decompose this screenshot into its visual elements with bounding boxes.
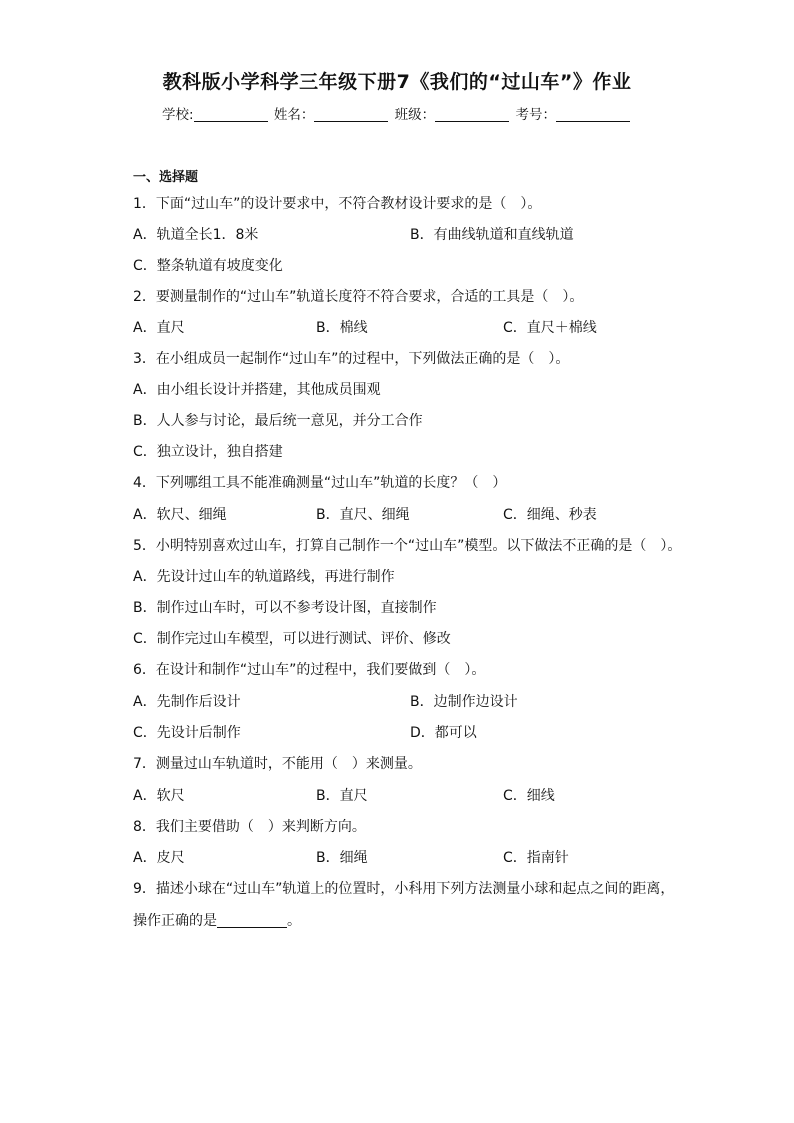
question-4-option-a[interactable]: A．软尺、细绳	[133, 507, 227, 523]
question-4-stem: 4．下列哪组工具不能准确测量“过山车”轨道的长度？（ ）	[133, 475, 507, 491]
class-blank[interactable]	[435, 107, 509, 122]
name-label: 姓名：	[273, 107, 315, 123]
school-blank[interactable]	[194, 107, 268, 122]
section-heading: 一、选择题	[133, 170, 199, 185]
question-8-option-c[interactable]: C．指南针	[503, 850, 569, 866]
number-label: 考号：	[515, 107, 556, 123]
question-3-option-b[interactable]: B．人人参与讨论，最后统一意见，并分工合作	[133, 413, 423, 429]
question-1-option-c[interactable]: C．整条轨道有坡度变化	[133, 258, 283, 274]
question-5-option-a[interactable]: A．先设计过山车的轨道路线，再进行制作	[133, 569, 395, 585]
question-7-stem: 7．测量过山车轨道时，不能用（ ）来测量。	[133, 756, 422, 772]
question-3-option-a[interactable]: A．由小组长设计并搭建，其他成员围观	[133, 382, 381, 398]
question-5-option-c[interactable]: C．制作完过山车模型，可以进行测试、评价、修改	[133, 631, 451, 647]
question-2-stem: 2．要测量制作的“过山车”轨道长度符不符合要求，合适的工具是（ ）。	[133, 289, 584, 305]
school-label: 学校:	[162, 107, 194, 123]
question-6-option-a[interactable]: A．先制作后设计	[133, 694, 241, 710]
question-1-stem: 1．下面“过山车”的设计要求中，不符合教材设计要求的是（ ）。	[133, 196, 542, 212]
question-3-option-c[interactable]: C．独立设计，独自搭建	[133, 444, 283, 460]
student-info-row	[0, 103, 794, 123]
question-2-option-c[interactable]: C．直尺＋棉线	[503, 320, 597, 336]
question-2-option-a[interactable]: A．直尺	[133, 320, 185, 336]
question-8-stem: 8．我们主要借助（ ）来判断方向。	[133, 819, 366, 835]
class-label: 班级：	[394, 107, 436, 123]
question-9-stem-end: 。	[287, 913, 301, 929]
question-5-option-b[interactable]: B．制作过山车时，可以不参考设计图，直接制作	[133, 600, 437, 616]
question-4-option-b[interactable]: B．直尺、细绳	[316, 507, 410, 523]
question-6-option-d[interactable]: D．都可以	[410, 725, 477, 741]
question-8-option-b[interactable]: B．细绳	[316, 850, 368, 866]
question-4-option-c[interactable]: C．细绳、秒表	[503, 507, 597, 523]
question-7-option-a[interactable]: A．软尺	[133, 788, 185, 804]
question-1-option-b[interactable]: B．有曲线轨道和直线轨道	[410, 227, 574, 243]
question-6-stem: 6．在设计和制作“过山车”的过程中，我们要做到（ ）。	[133, 662, 486, 678]
question-3-stem: 3．在小组成员一起制作“过山车”的过程中，下列做法正确的是（ ）。	[133, 351, 570, 367]
question-9-stem: 9．描述小球在“过山车”轨道上的位置时，小科用下列方法测量小球和起点之间的距离，	[133, 881, 675, 897]
question-9-stem-continued: 操作正确的是	[133, 913, 217, 929]
question-5-stem: 5．小明特别喜欢过山车，打算自己制作一个“过山车”模型。以下做法不正确的是（ ）。	[133, 538, 682, 554]
question-7-option-c[interactable]: C．细线	[503, 788, 555, 804]
question-1-option-a[interactable]: A．轨道全长1．8米	[133, 227, 259, 243]
question-9-stem-line-2	[133, 910, 301, 930]
question-9-answer-blank[interactable]	[217, 913, 287, 928]
question-8-option-a[interactable]: A．皮尺	[133, 850, 185, 866]
number-blank[interactable]	[556, 107, 630, 122]
question-6-option-b[interactable]: B．边制作边设计	[410, 694, 518, 710]
question-2-option-b[interactable]: B．棉线	[316, 320, 368, 336]
page-title: 教科版小学科学三年级下册7《我们的“过山车”》作业	[162, 71, 632, 93]
question-6-option-c[interactable]: C．先设计后制作	[133, 725, 241, 741]
question-7-option-b[interactable]: B．直尺	[316, 788, 368, 804]
name-blank[interactable]	[314, 107, 388, 122]
